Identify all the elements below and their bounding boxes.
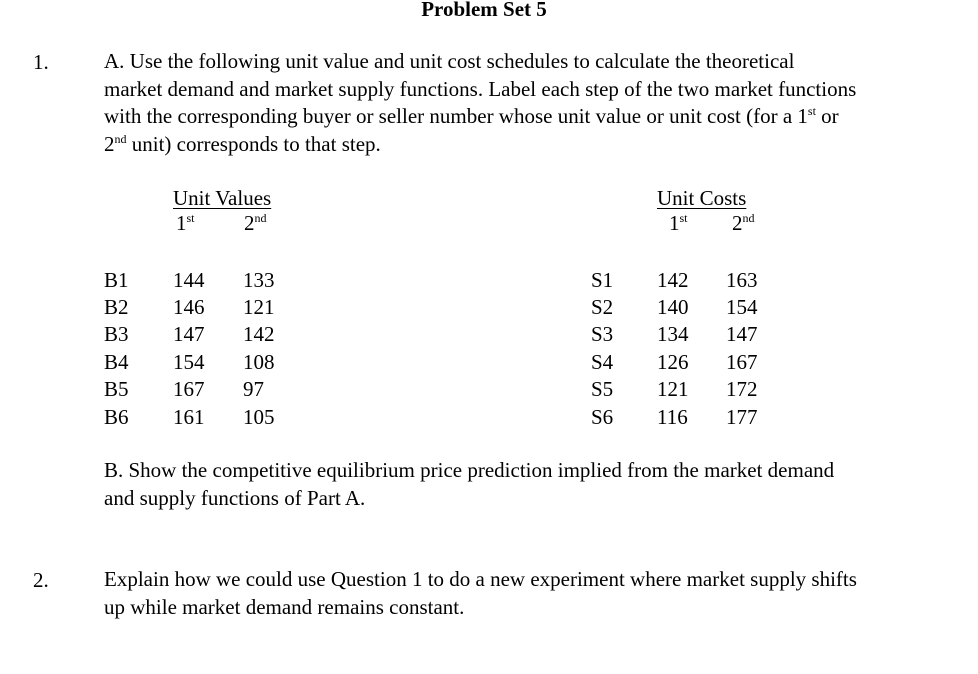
seller-first-cost: 142 [657, 268, 689, 292]
seller-second-cost: 154 [726, 295, 758, 319]
question-1-part-a [104, 48, 856, 158]
question-2-line-2: up while market demand remains constant. [104, 594, 465, 619]
unit-values-col-1-sup: st [186, 211, 195, 225]
seller-label: S5 [591, 377, 614, 401]
unit-costs-col-2 [732, 211, 755, 235]
unit-costs-col-1-num: 1 [669, 211, 680, 235]
buyer-label: B1 [104, 268, 129, 292]
unit-costs-col-2-num: 2 [732, 211, 743, 235]
seller-second-cost: 172 [726, 377, 758, 401]
seller-label: S1 [591, 268, 614, 292]
unit-values-col-2-num: 2 [244, 211, 255, 235]
part-a-line-2: market demand and market supply functions. Label each step of the two market functions [104, 76, 857, 101]
buyer-first-value: 147 [173, 322, 205, 346]
question-1-number: 1. [33, 50, 49, 74]
question-2-line-1: Explain how we could use Question 1 to do a new experiment where market supply shifts [104, 567, 857, 591]
buyer-first-value: 167 [173, 377, 205, 401]
buyer-second-value: 142 [243, 322, 275, 346]
question-2-number: 2. [33, 568, 49, 592]
buyer-first-value: 161 [173, 405, 205, 429]
buyer-second-value: 105 [243, 405, 275, 429]
seller-first-cost: 116 [657, 405, 688, 429]
buyer-second-value: 133 [243, 268, 275, 292]
seller-second-cost: 163 [726, 268, 758, 292]
seller-second-cost: 147 [726, 322, 758, 346]
buyer-first-value: 154 [173, 350, 205, 374]
part-a-line-4-num: 2 [104, 131, 115, 156]
buyer-label: B6 [104, 405, 129, 429]
unit-values-title: Unit Values [173, 186, 272, 210]
seller-second-cost: 177 [726, 405, 758, 429]
part-a-line-4-sup: nd [114, 131, 127, 146]
buyer-second-value: 108 [243, 350, 275, 374]
part-a-line-4 [104, 131, 856, 159]
unit-costs-col-1-sup: st [679, 211, 688, 225]
buyer-label: B2 [104, 295, 129, 319]
buyer-label: B5 [104, 377, 129, 401]
buyer-first-value: 144 [173, 268, 205, 292]
part-a-line-3-tail: or [815, 104, 839, 128]
page-title: Problem Set 5 [421, 0, 547, 21]
part-b-line-1: B. Show the competitive equilibrium price prediction implied from the market demand [104, 458, 835, 482]
unit-values-col-2 [244, 211, 267, 235]
seller-second-cost: 167 [726, 350, 758, 374]
part-a-line-4-text: unit) corresponds to that step. [126, 131, 381, 156]
buyer-first-value: 146 [173, 295, 205, 319]
seller-label: S3 [591, 322, 614, 346]
seller-first-cost: 126 [657, 350, 689, 374]
buyer-second-value: 97 [243, 377, 264, 401]
seller-label: S2 [591, 295, 614, 319]
question-1-part-b [104, 457, 834, 512]
question-2-text [104, 566, 857, 621]
seller-first-cost: 140 [657, 295, 689, 319]
unit-costs-col-2-sup: nd [742, 211, 755, 225]
seller-label: S6 [591, 405, 614, 429]
buyer-label: B3 [104, 322, 129, 346]
unit-values-col-1 [176, 211, 195, 235]
unit-costs-title: Unit Costs [657, 186, 747, 210]
seller-label: S4 [591, 350, 614, 374]
part-a-line-3-text: with the corresponding buyer or seller number whose unit value or unit cost (for a 1 [104, 104, 808, 128]
unit-costs-col-1 [669, 211, 688, 235]
part-b-line-2: and supply functions of Part A. [104, 485, 366, 510]
seller-first-cost: 121 [657, 377, 689, 401]
buyer-label: B4 [104, 350, 129, 374]
buyer-second-value: 121 [243, 295, 275, 319]
part-a-line-1: A. Use the following unit value and unit cost schedules to calculate the theoretical [104, 49, 795, 73]
unit-values-col-2-sup: nd [254, 211, 267, 225]
unit-values-col-1-num: 1 [176, 211, 187, 235]
part-a-line-3-sup: st [807, 104, 816, 118]
seller-first-cost: 134 [657, 322, 689, 346]
part-a-line-3 [104, 103, 856, 131]
